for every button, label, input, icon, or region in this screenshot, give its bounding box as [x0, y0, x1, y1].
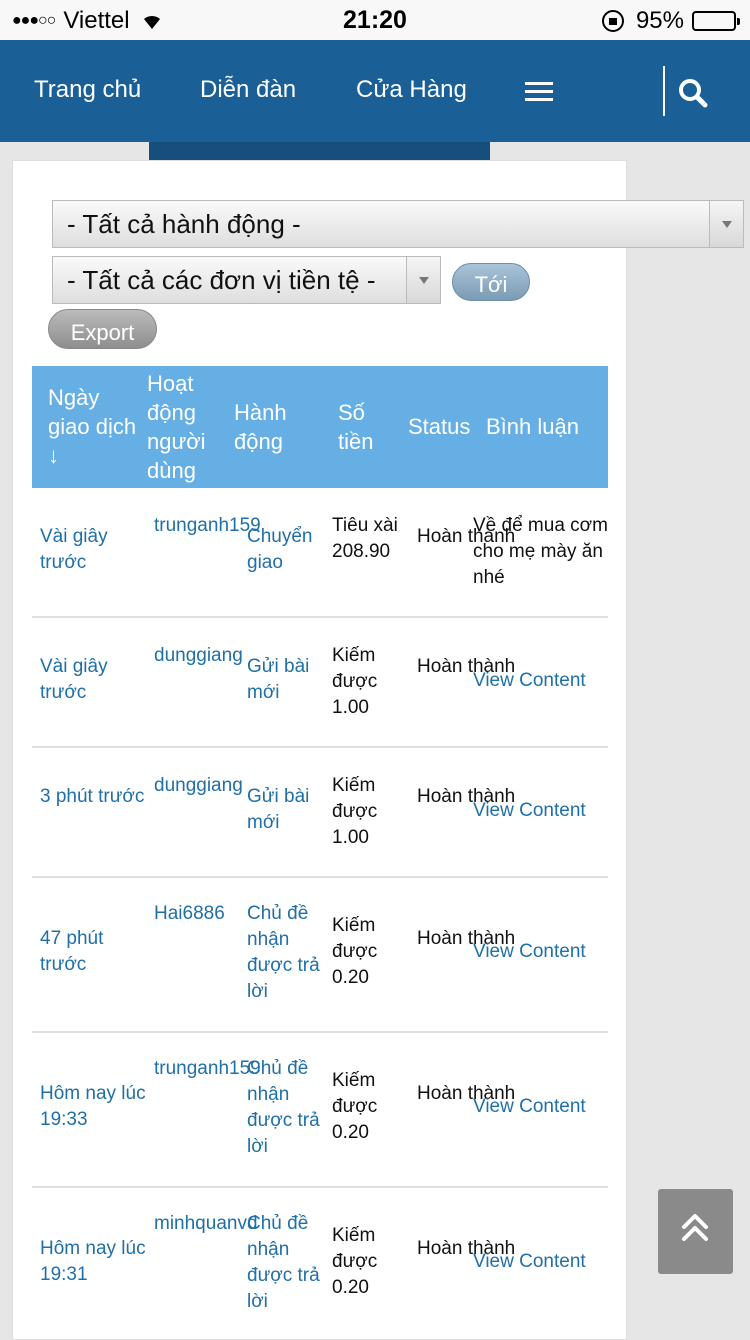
nav-divider [663, 66, 665, 116]
transactions-table-header [32, 366, 608, 488]
row-view-content-link[interactable]: View Content [473, 1096, 586, 1117]
row-amount: Kiếm được 1.00 [332, 645, 378, 718]
col-header-comment: Bình luận [486, 414, 579, 439]
hamburger-menu-icon[interactable] [525, 82, 553, 102]
row-status: Hoàn thành [417, 526, 516, 547]
row-action-link[interactable]: Chủ đề nhận được trả lời [247, 1058, 320, 1157]
nav-home-link[interactable]: Trang chủ [34, 76, 142, 103]
row-user-link[interactable]: minhquanvd [154, 1213, 258, 1234]
row-action-link[interactable]: Chủ đề nhận được trả lời [247, 903, 320, 1002]
row-view-content-link[interactable]: View Content [473, 670, 586, 691]
row-status: Hoàn thành [417, 1083, 516, 1104]
row-amount: Kiếm được 0.20 [332, 1070, 378, 1143]
row-status: Hoàn thành [417, 928, 516, 949]
signal-strength-icon: ●●●○○ [12, 12, 56, 29]
row-action-link[interactable]: Chuyển giao [247, 526, 313, 573]
row-amount: Kiếm được 1.00 [332, 775, 378, 848]
row-user-link[interactable]: dunggiang [154, 645, 243, 666]
row-action-link[interactable]: Gửi bài mới [247, 786, 310, 833]
row-amount: Kiếm được 0.20 [332, 915, 378, 988]
row-amount: Kiếm được 0.20 [332, 1225, 378, 1298]
action-filter-select[interactable] [52, 200, 744, 248]
main-navbar [0, 40, 750, 142]
col-header-action: Hành động [234, 400, 287, 454]
row-view-content-link[interactable]: View Content [473, 800, 586, 821]
action-filter-value: - Tất cả hành động - [67, 209, 301, 239]
search-icon[interactable] [676, 76, 710, 110]
row-amount: Tiêu xài 208.90 [332, 515, 398, 562]
row-date-link[interactable]: Hôm nay lúc 19:33 [40, 1083, 146, 1130]
status-bar [0, 0, 750, 40]
row-user-link[interactable]: dunggiang [154, 775, 243, 796]
row-user-link[interactable]: Hai6886 [154, 903, 225, 924]
col-header-status: Status [408, 414, 471, 439]
col-header-date[interactable]: Ngày giao dịch ↓ [48, 385, 137, 468]
nav-store-link[interactable]: Cửa Hàng [356, 76, 467, 103]
row-user-link[interactable]: trunganh159 [154, 515, 261, 536]
row-view-content-link[interactable]: View Content [473, 1251, 586, 1272]
nav-forum-link[interactable]: Diễn đàn [200, 76, 297, 103]
row-date-link[interactable]: 3 phút trước [40, 786, 145, 807]
table-row [32, 488, 608, 618]
row-date-link[interactable]: Hôm nay lúc 19:31 [40, 1238, 146, 1285]
table-row [32, 878, 608, 1033]
table-row [32, 748, 608, 878]
row-date-link[interactable]: Vài giây trước [40, 526, 108, 573]
row-action-link[interactable]: Gửi bài mới [247, 656, 310, 703]
row-status: Hoàn thành [417, 786, 516, 807]
double-chevron-up-icon [658, 1189, 733, 1274]
go-button[interactable]: Tới [452, 263, 530, 301]
table-row [32, 1188, 608, 1334]
currency-filter-value: - Tất cả các đơn vị tiền tệ - [67, 265, 376, 295]
chevron-down-icon [406, 257, 440, 303]
currency-filter-select[interactable] [52, 256, 441, 304]
chevron-down-icon [709, 201, 743, 247]
row-date-link[interactable]: 47 phút trước [40, 928, 104, 975]
clock: 21:20 [343, 6, 407, 34]
export-button[interactable]: Export [48, 309, 157, 349]
row-status: Hoàn thành [417, 656, 516, 677]
col-header-amount: Số tiền [338, 400, 374, 454]
battery-percent: 95% [635, 7, 684, 34]
row-status: Hoàn thành [417, 1238, 516, 1259]
table-row [32, 1033, 608, 1188]
row-action-link[interactable]: Chủ đề nhận được trả lời [247, 1213, 320, 1312]
active-subtab [149, 142, 490, 160]
rotation-lock-icon [602, 10, 624, 32]
row-view-content-link[interactable]: View Content [473, 941, 586, 962]
carrier-name: Viettel [63, 7, 130, 34]
row-date-link[interactable]: Vài giây trước [40, 656, 108, 703]
col-header-user: Hoạt động người dùng [147, 371, 206, 483]
row-comment: Về để mua cơm cho mẹ mày ăn nhé [473, 515, 608, 588]
battery-icon [692, 11, 736, 31]
table-row [32, 618, 608, 748]
scroll-to-top-button[interactable] [658, 1189, 733, 1274]
row-user-link[interactable]: trunganh159 [154, 1058, 261, 1079]
